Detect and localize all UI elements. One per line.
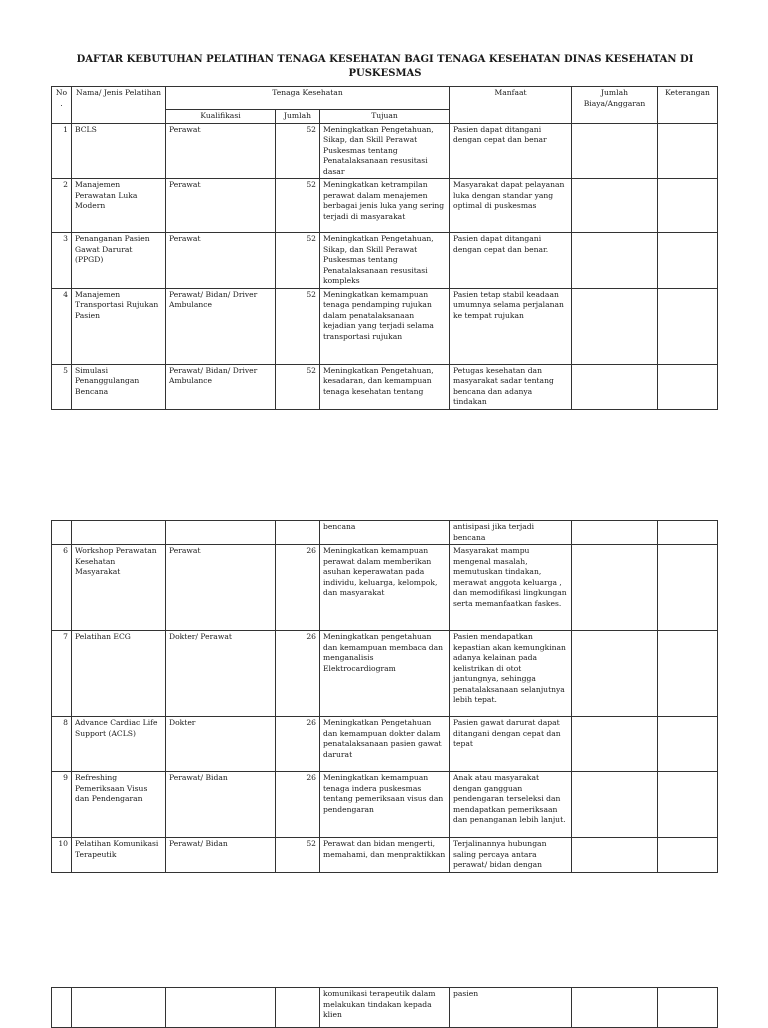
row-manfaat: Petugas kesehatan dan masyarakat sadar tentang bencana dan adanya tindakan [450, 364, 572, 409]
row-no: 3 [52, 233, 72, 289]
row-biaya [572, 838, 658, 873]
row-jumlah: 26 [276, 772, 320, 838]
row-keterangan [658, 545, 718, 631]
training-table-page-2 [51, 520, 718, 873]
row-nama: Workshop Perawatan Kesehatan Masyarakat [72, 545, 166, 631]
row-tujuan: Meningkatkan kemampuan tenaga indera puskesmas tentang pemeriksaan visus dan pendengaran [320, 772, 450, 838]
row-keterangan [658, 717, 718, 772]
row-nama: Pelatihan ECG [72, 631, 166, 717]
row-manfaat: Pasien dapat ditangani dengan cepat dan benar. [450, 233, 572, 289]
row-jumlah: 52 [276, 364, 320, 409]
row-no: 9 [52, 772, 72, 838]
row-jumlah: 26 [276, 631, 320, 717]
row-jumlah: 26 [276, 545, 320, 631]
row-kualifikasi: Perawat/ Bidan [166, 772, 276, 838]
row-tujuan: Meningkatkan Pengetahuan dan kemampuan dokter dalam penatalaksanaan pasien gawat darurat [320, 717, 450, 772]
row-biaya [572, 233, 658, 289]
training-table-page-3 [51, 987, 718, 1028]
row-keterangan [658, 772, 718, 838]
row-biaya [572, 545, 658, 631]
table-row [52, 123, 718, 179]
table-row [52, 717, 718, 772]
row-kualifikasi: Perawat [166, 545, 276, 631]
row-no: 8 [52, 717, 72, 772]
row-keterangan [658, 179, 718, 233]
header-nama: Nama/ Jenis Pelatihan [72, 87, 166, 124]
row-manfaat: Terjalinannya hubungan saling percaya antara perawat/ bidan dengan [450, 838, 572, 873]
row-biaya [572, 717, 658, 772]
row-nama: Advance Cardiac Life Support (ACLS) [72, 717, 166, 772]
row-keterangan [658, 288, 718, 364]
row-jumlah: 52 [276, 838, 320, 873]
row-manfaat: Masyarakat dapat pelayanan luka dengan standar yang optimal di puskesmas [450, 179, 572, 233]
row-keterangan [658, 631, 718, 717]
row-keterangan [658, 123, 718, 179]
row-manfaat: Pasien mendapatkan kepastian akan kemungkinan adanya kelainan pada kelistrikan di otot jantungnya, sehingga penatalaksanaan selanjutnya lebih tepat. [450, 631, 572, 717]
row-tujuan: Meningkatkan kemampuan perawat dalam memberikan asuhan keperawatan pada individu, keluarga, kelompok, dan masyarakat [320, 545, 450, 631]
header-tenaga-kesehatan: Tenaga Kesehatan [166, 87, 450, 110]
header-tujuan: Tujuan [320, 110, 450, 124]
row-manfaat: antisipasi jika terjadi bencana [450, 521, 572, 545]
header-kualifikasi: Kualifikasi [166, 110, 276, 124]
table-row [52, 288, 718, 364]
table-row [52, 631, 718, 717]
table-row [52, 179, 718, 233]
table-row [52, 838, 718, 873]
row-tujuan: bencana [320, 521, 450, 545]
row-no: 10 [52, 838, 72, 873]
row-nama: BCLS [72, 123, 166, 179]
row-kualifikasi: Perawat/ Bidan [166, 838, 276, 873]
document-title: DAFTAR KEBUTUHAN PELATIHAN TENAGA KESEHATAN BAGI TENAGA KESEHATAN DINAS KESEHATAN DI PUSKESMAS [76, 54, 694, 79]
row-keterangan [658, 233, 718, 289]
row-jumlah: 52 [276, 233, 320, 289]
header-no: No. [52, 87, 72, 124]
row-nama: Refreshing Pemeriksaan Visus dan Pendengaran [72, 772, 166, 838]
row-nama: Pelatihan Komunikasi Terapeutik [72, 838, 166, 873]
row-kualifikasi: Dokter/ Perawat [166, 631, 276, 717]
row-nama: Simulasi Penanggulangan Bencana [72, 364, 166, 409]
row-tujuan: Meningkatkan Pengetahuan, Sikap, dan Skill Perawat Puskesmas tentang Penatalaksanaan resusitasi dasar [320, 123, 450, 179]
row-keterangan [658, 838, 718, 873]
row-biaya [572, 179, 658, 233]
row-manfaat: Masyarakat mampu mengenal masalah, memutuskan tindakan, merawat anggota keluarga , dan memodifikasi lingkungan serta memanfaatkan faskes. [450, 545, 572, 631]
table-row-continued [52, 988, 718, 1028]
row-jumlah: 52 [276, 179, 320, 233]
row-manfaat: Pasien dapat ditangani dengan cepat dan benar [450, 123, 572, 179]
row-nama: Manajemen Perawatan Luka Modern [72, 179, 166, 233]
row-no: 4 [52, 288, 72, 364]
row-jumlah: 52 [276, 123, 320, 179]
row-manfaat: Pasien gawat darurat dapat ditangani dengan cepat dan tepat [450, 717, 572, 772]
row-kualifikasi: Perawat [166, 233, 276, 289]
row-biaya [572, 364, 658, 409]
row-no: 2 [52, 179, 72, 233]
table-row-continued [52, 521, 718, 545]
row-keterangan [658, 364, 718, 409]
row-manfaat: Pasien tetap stabil keadaan umumnya selama perjalanan ke tempat rujukan [450, 288, 572, 364]
row-kualifikasi: Perawat [166, 123, 276, 179]
row-tujuan: Meningkatkan kemampuan tenaga pendamping rujukan dalam penatalaksanaan kejadian yang terjadi selama transportasi rujukan [320, 288, 450, 364]
row-kualifikasi: Perawat/ Bidan/ Driver Ambulance [166, 364, 276, 409]
row-biaya [572, 288, 658, 364]
row-tujuan: Meningkatkan pengetahuan dan kemampuan membaca dan menganalisis Elektrocardiogram [320, 631, 450, 717]
header-keterangan: Keterangan [658, 87, 718, 124]
header-manfaat: Manfaat [450, 87, 572, 124]
row-manfaat: pasien [450, 988, 572, 1028]
header-jumlah: Jumlah [276, 110, 320, 124]
row-biaya [572, 631, 658, 717]
row-no: 7 [52, 631, 72, 717]
row-nama: Penanganan Pasien Gawat Darurat (PPGD) [72, 233, 166, 289]
row-tujuan: komunikasi terapeutik dalam melakukan tindakan kepada klien [320, 988, 450, 1028]
row-tujuan: Perawat dan bidan mengerti, memahami, dan menpraktikkan [320, 838, 450, 873]
table-row [52, 545, 718, 631]
row-tujuan: Meningkatkan Pengetahuan, kesadaran, dan kemampuan tenaga kesehatan tentang [320, 364, 450, 409]
row-kualifikasi: Dokter [166, 717, 276, 772]
row-no: 1 [52, 123, 72, 179]
training-table-page-1 [51, 86, 718, 410]
table-row [52, 772, 718, 838]
row-no: 5 [52, 364, 72, 409]
row-kualifikasi: Perawat [166, 179, 276, 233]
row-manfaat: Anak atau masyarakat dengan gangguan pendengaran terseleksi dan mendapatkan pemeriksaan dan penanganan lebih lanjut. [450, 772, 572, 838]
row-tujuan: Meningkatkan Pengetahuan, Sikap, dan Skill Perawat Puskesmas tentang Penatalaksanaan resusitasi kompleks [320, 233, 450, 289]
row-nama: Manajemen Transportasi Rujukan Pasien [72, 288, 166, 364]
row-jumlah: 26 [276, 717, 320, 772]
table-row [52, 233, 718, 289]
row-biaya [572, 123, 658, 179]
header-biaya: Jumlah Biaya/Anggaran [572, 87, 658, 124]
row-biaya [572, 772, 658, 838]
row-jumlah: 52 [276, 288, 320, 364]
row-no: 6 [52, 545, 72, 631]
row-tujuan: Meningkatkan ketrampilan perawat dalam menajemen berbagai jenis luka yang sering terjadi di masyarakat [320, 179, 450, 233]
row-kualifikasi: Perawat/ Bidan/ Driver Ambulance [166, 288, 276, 364]
table-row [52, 364, 718, 409]
